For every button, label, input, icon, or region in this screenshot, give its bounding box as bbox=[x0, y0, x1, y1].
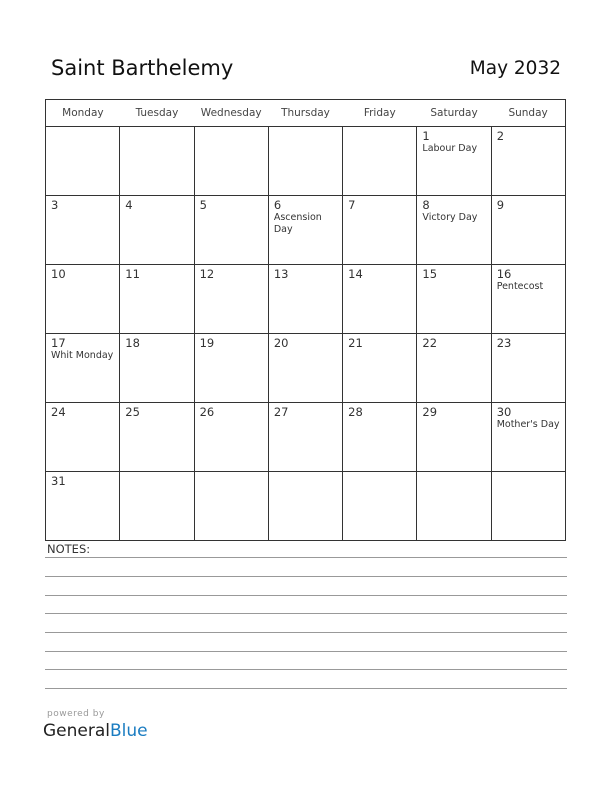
day-number: 6 bbox=[273, 198, 282, 212]
day-number: 3 bbox=[51, 198, 59, 212]
day-number: 29 bbox=[422, 405, 438, 419]
weekday-saturday: Saturday bbox=[417, 100, 491, 127]
day-number: 22 bbox=[422, 336, 438, 350]
calendar-day-cell bbox=[46, 196, 120, 265]
calendar-week-row bbox=[46, 472, 566, 541]
calendar-day-cell bbox=[343, 265, 417, 334]
day-number: 28 bbox=[348, 405, 363, 419]
day-number: 13 bbox=[273, 267, 289, 281]
calendar-day-cell bbox=[194, 403, 268, 472]
day-number: 21 bbox=[348, 336, 363, 350]
calendar-day-cell bbox=[343, 127, 417, 196]
calendar-day-cell bbox=[120, 403, 194, 472]
day-number: 16 bbox=[496, 267, 512, 281]
calendar-day-cell bbox=[268, 403, 342, 472]
calendar-day-cell bbox=[417, 334, 491, 403]
holiday-label: Whit Monday bbox=[51, 350, 114, 361]
calendar-day-cell bbox=[417, 196, 491, 265]
holiday-label: Mother's Day bbox=[496, 419, 560, 430]
weekday-thursday: Thursday bbox=[268, 100, 342, 127]
calendar-day-cell bbox=[120, 334, 194, 403]
day-number: 24 bbox=[51, 405, 66, 419]
calendar-day-cell bbox=[194, 127, 268, 196]
calendar-day-cell bbox=[120, 127, 194, 196]
calendar-day-cell bbox=[491, 127, 565, 196]
calendar-day-cell bbox=[417, 472, 491, 541]
day-number: 30 bbox=[496, 405, 512, 419]
generalblue-logo[interactable] bbox=[43, 721, 148, 741]
calendar-day-cell bbox=[417, 127, 491, 196]
holiday-label: Ascension Day bbox=[273, 212, 322, 235]
calendar-day-cell bbox=[194, 472, 268, 541]
calendar-day-cell bbox=[491, 265, 565, 334]
calendar-day-cell bbox=[120, 196, 194, 265]
notes-line bbox=[45, 632, 567, 633]
calendar-day-cell bbox=[491, 196, 565, 265]
day-number: 19 bbox=[199, 336, 215, 350]
calendar-day-cell bbox=[46, 403, 120, 472]
notes-line bbox=[45, 557, 567, 558]
day-number: 14 bbox=[348, 267, 363, 281]
day-number: 17 bbox=[51, 336, 66, 350]
weekday-wednesday: Wednesday bbox=[194, 100, 268, 127]
calendar-day-cell bbox=[194, 334, 268, 403]
day-number: 12 bbox=[199, 267, 215, 281]
calendar-day-cell bbox=[46, 334, 120, 403]
calendar-day-cell bbox=[268, 265, 342, 334]
calendar-day-cell bbox=[343, 196, 417, 265]
day-number: 8 bbox=[422, 198, 430, 212]
calendar-day-cell bbox=[417, 403, 491, 472]
powered-by-text: powered by bbox=[47, 709, 105, 719]
day-number: 23 bbox=[496, 336, 512, 350]
calendar-day-cell bbox=[491, 472, 565, 541]
weekday-monday: Monday bbox=[46, 100, 120, 127]
calendar-day-cell bbox=[343, 334, 417, 403]
calendar-day-cell bbox=[120, 472, 194, 541]
day-number: 7 bbox=[348, 198, 356, 212]
calendar-day-cell bbox=[46, 265, 120, 334]
calendar-day-cell bbox=[268, 472, 342, 541]
calendar-week-row bbox=[46, 127, 566, 196]
calendar-week-row bbox=[46, 196, 566, 265]
day-number: 18 bbox=[125, 336, 140, 350]
day-number: 26 bbox=[199, 405, 215, 419]
day-number: 20 bbox=[273, 336, 289, 350]
calendar-day-cell bbox=[417, 265, 491, 334]
day-number: 15 bbox=[422, 267, 438, 281]
weekday-sunday: Sunday bbox=[491, 100, 565, 127]
day-number: 4 bbox=[125, 198, 133, 212]
day-number: 31 bbox=[51, 474, 66, 488]
day-number: 11 bbox=[125, 267, 140, 281]
holiday-label: Victory Day bbox=[422, 212, 478, 223]
calendar-day-cell bbox=[46, 472, 120, 541]
day-number: 25 bbox=[125, 405, 140, 419]
notes-line bbox=[45, 595, 567, 596]
weekday-header-row bbox=[46, 100, 566, 127]
calendar-week-row bbox=[46, 334, 566, 403]
calendar-day-cell bbox=[343, 403, 417, 472]
calendar-day-cell bbox=[343, 472, 417, 541]
brand-general: General bbox=[43, 721, 110, 741]
calendar-week-row bbox=[46, 265, 566, 334]
notes-line bbox=[45, 576, 567, 577]
notes-line bbox=[45, 669, 567, 670]
calendar-day-cell bbox=[491, 334, 565, 403]
calendar-day-cell bbox=[268, 127, 342, 196]
calendar-day-cell bbox=[491, 403, 565, 472]
weekday-tuesday: Tuesday bbox=[120, 100, 194, 127]
notes-line bbox=[45, 651, 567, 652]
holiday-label: Pentecost bbox=[496, 281, 544, 292]
holiday-label: Labour Day bbox=[422, 143, 478, 154]
calendar-day-cell bbox=[194, 196, 268, 265]
notes-label: NOTES: bbox=[47, 542, 91, 556]
weekday-friday: Friday bbox=[343, 100, 417, 127]
day-number: 2 bbox=[496, 129, 505, 143]
calendar-week-row bbox=[46, 403, 566, 472]
day-number: 10 bbox=[51, 267, 66, 281]
calendar-day-cell bbox=[194, 265, 268, 334]
month-title: May 2032 bbox=[469, 58, 561, 79]
notes-line bbox=[45, 688, 567, 689]
calendar-grid bbox=[45, 99, 566, 541]
country-title: Saint Barthelemy bbox=[51, 56, 234, 80]
day-number: 5 bbox=[199, 198, 207, 212]
day-number: 9 bbox=[496, 198, 505, 212]
notes-line bbox=[45, 613, 567, 614]
calendar-day-cell bbox=[46, 127, 120, 196]
calendar-day-cell bbox=[268, 196, 342, 265]
calendar-day-cell bbox=[120, 265, 194, 334]
day-number: 1 bbox=[422, 129, 430, 143]
day-number: 27 bbox=[273, 405, 289, 419]
calendar-day-cell bbox=[268, 334, 342, 403]
brand-blue: Blue bbox=[110, 721, 148, 741]
